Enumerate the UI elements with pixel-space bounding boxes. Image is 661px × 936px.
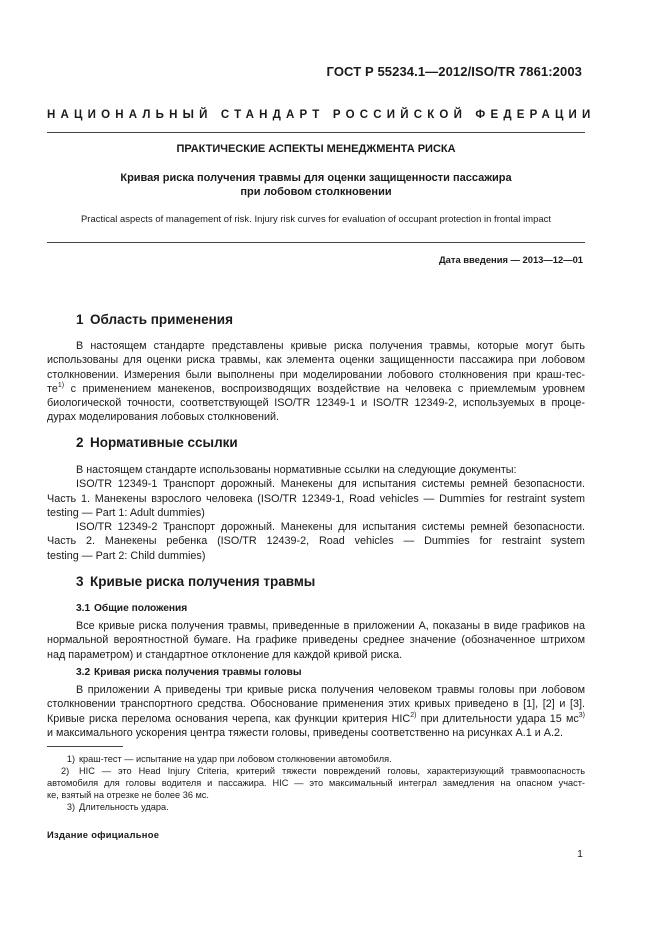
footnote-2: 2) HIC — это Head Injury Criteria, критерий тяжести повреждений головы, характеризующий травмоопасность — [61, 766, 585, 776]
footnote-3: 3) Длительность удара. — [66, 802, 169, 812]
title-rule — [47, 132, 585, 133]
section-2-heading: 2 Нормативные ссылки — [76, 435, 238, 450]
section-3-2-paragraph: В приложении А приведены три кривые риска получения человеком травмы головы при лобовом столкновении транспортного средства. Обоснование применения этих кривых приведено в [1], [2] и [3]. Кривые риска перелома основания черепа, как функции критерия HIC$^{2)}$ при длительности удара 15 $мс^{3)}$ и максимального ускорения центра тяжести головы, приведены соответственно на рисунках А.1 и А.2. — [47, 684, 586, 739]
section-1-paragraph: В настоящем стандарте представлены кривые риска получения травмы, которые могут быть использованы для оценки риска травмы, как элемента оценки защищенности пассажира при лобовом столкновении. Измерения были выполнены при моделировании лобового столкновения при краш-тес- $те^{1)}$ с применением манекенов, воспроизводящих воздействие на человека с приемлемым уровнем биологической точности, соответствующей ISO/TR 12349-1 и ISO/TR 12349-2, используемых в проце- дурах моделирования лобовых столкновений. — [47, 340, 585, 424]
official-edition-label: Издание официальное — [47, 829, 160, 840]
section-3-1-heading: 3.1 Общие положения — [76, 603, 188, 614]
introduction-date: Дата введения — 2013—12—01 — [438, 254, 583, 265]
page-number: 1 — [577, 848, 583, 860]
section-3-2-heading: 3.2 Кривая риска получения травмы головы — [76, 667, 302, 678]
footnote-separator — [47, 746, 123, 747]
section-3-1-paragraph: Все кривые риска получения травмы, приведенные в приложении А, показаны в виде графиков на нормальной вероятностной бумаге. На графике приведены среднее значение (обозначенное штрихом над параметром) и стандартное отклонение для каждой кривой риска. — [47, 620, 585, 661]
title-bottom-rule — [47, 242, 585, 243]
document-code: ГОСТ Р 55234.1—2012/ISO/TR 7861:2003 — [326, 64, 582, 79]
document-title: ПРАКТИЧЕСКИЕ АСПЕКТЫ МЕНЕДЖМЕНТА РИСКА — [176, 143, 456, 155]
document-subtitle: Кривая риска получения травмы для оценки защищенности пассажира при лобовом столкновении — [120, 172, 512, 198]
section-1-heading: 1 Область применения — [76, 312, 233, 327]
section-3-heading: 3 Кривые риска получения травмы — [76, 574, 316, 589]
standard-title: НАЦИОНАЛЬНЫЙ СТАНДАРТ РОССИЙСКОЙ ФЕДЕРАЦИИ — [47, 109, 596, 121]
footnotes: 1) краш-тест — испытание на удар при лобовом столкновении автомобиля. 2) HIC — это Head Injury Criteria, критерий тяжести повреждений головы, характеризующий травмоопасность автомобиля для головы водителя и пассажира. HIC — это максимальный интеграл замедления на опасном участ- ке, взятый на отрезке не более 36 мс. 3) Длительность удара. — [47, 754, 585, 812]
section-2-paragraph: В настоящем стандарте использованы нормативные ссылки на следующие документы: ISO/TR 12349-1 Транспорт дорожный. Манекены для испытания системы ремней безопасности. Часть 1. Манекены взрослого человека (ISO/TR 12349-1, Road vehicles — Dummies for restraint system testing — Part 1: Adult dummies) ISO/TR 12349-2 Транспорт дорожный. Манекены для испытания системы ремней безопасности. Часть 2. Манекены ребенка (ISO/TR 12439-2, Road vehicles — Dummies for restraint system testing — Part 2: Child dummies) — [47, 464, 585, 562]
english-title: Practical aspects of management of risk. Injury risk curves for evaluation of occupant protection in frontal impact — [80, 213, 552, 224]
footnote-1: 1) краш-тест — испытание на удар при лобовом столкновении автомобиля. — [66, 754, 392, 764]
